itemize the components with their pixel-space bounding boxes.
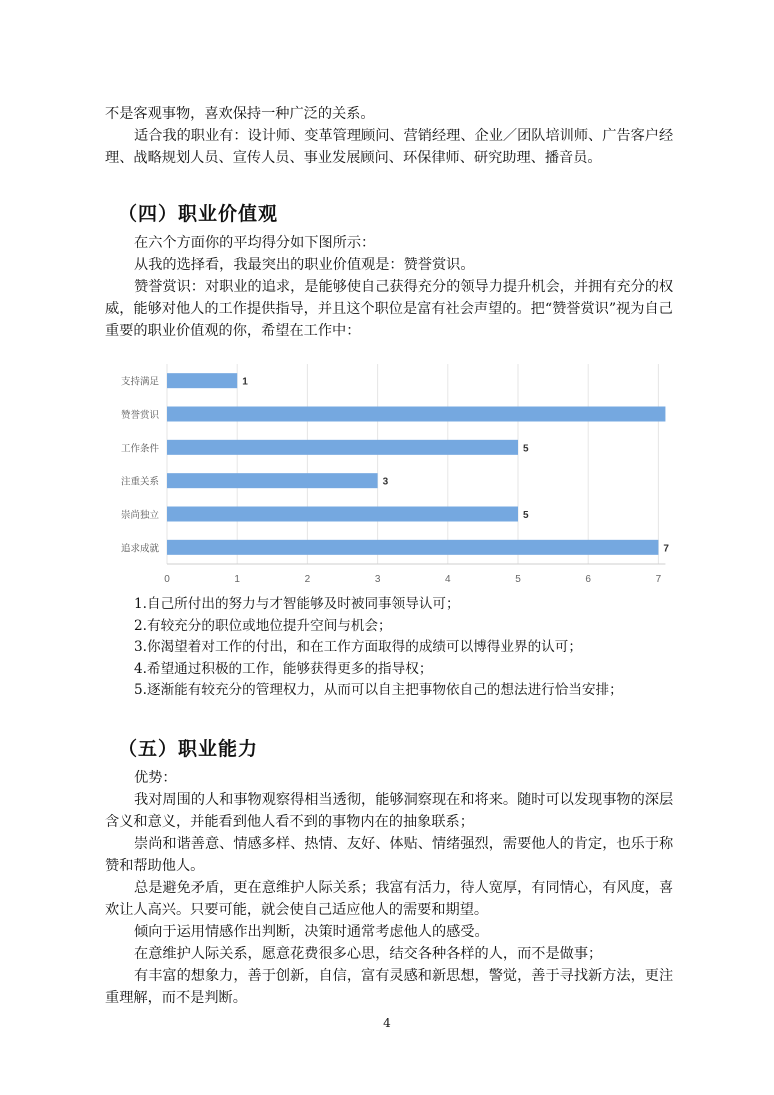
section-4-heading: （四）职业价值观: [118, 203, 279, 225]
section-5-heading: （五）职业能力: [118, 738, 259, 760]
category-label: 崇尚独立: [120, 510, 159, 521]
data-label: 7: [663, 543, 669, 555]
x-tick-label: 2: [304, 574, 311, 585]
bar-4: [167, 473, 378, 488]
x-tick-label: 5: [515, 574, 521, 585]
x-tick-label: 3: [374, 574, 381, 585]
paragraph-value-description: 赞誉赏识：对职业的追求，是能够使自己获得充分的领导力提升机会，并拥有充分的权威，能够对他人的工作提供指导，并且这个职位是富有社会声望的。把“赞誉赏识”视为自己重要的职业价值观的你，希望在工作中：: [105, 279, 674, 339]
x-tick-label: 6: [585, 574, 591, 585]
paragraph-strength-emotion: 倾向于运用情感作出判断，决策时通常考虑他人的感受。: [134, 924, 489, 940]
expectation-list: [134, 594, 694, 702]
paragraph-score-intro: 在六个方面你的平均得分如下图所示：: [134, 235, 376, 251]
bar-6: [167, 540, 658, 555]
category-label: 注重关系: [120, 476, 159, 488]
category-label: 支持满足: [120, 376, 159, 388]
page-number: 4: [383, 1016, 391, 1030]
bar-2: [167, 407, 665, 422]
x-tick-label: 0: [164, 574, 170, 585]
x-tick-label: 1: [234, 574, 240, 585]
career-values-bar-chart: [110, 356, 680, 588]
list-item: 3.你渴望着对工作的付出，和在工作方面取得的成绩可以博得业界的认可；: [134, 639, 582, 655]
x-tick-label: 4: [445, 574, 451, 585]
bar-3: [167, 440, 518, 455]
list-item: 4.希望通过积极的工作，能够获得更多的指导权；: [134, 660, 433, 677]
data-label: 5: [523, 510, 529, 521]
bar-5: [167, 507, 518, 522]
paragraph-strength-harmony: 崇尚和谐善意、情感多样、热情、友好、体贴、情绪强烈，需要他人的肯定，也乐于称赞和帮助他人。: [105, 836, 674, 874]
category-label: 工作条件: [120, 443, 159, 455]
list-item: 1.自己所付出的努力与才智能够及时被同事领导认可；: [134, 596, 460, 612]
paragraph-strength-relations: 总是避免矛盾，更在意维护人际关系；我富有活力，待人宽厚，有同情心，有风度，喜欢让人高兴。只要可能，就会使自己适应他人的需要和期望。: [105, 880, 674, 918]
paragraph-suitable-jobs: 适合我的职业有：设计师、变革管理顾问、营销经理、企业／团队培训师、广告客户经理、战略规划人员、宣传人员、事业发展顾问、环保律师、研究助理、播音员。: [105, 128, 674, 166]
data-label: 5: [523, 443, 529, 455]
data-label: 1: [242, 376, 248, 388]
list-item: 2.有较充分的职位或地位提升空间与机会；: [134, 617, 392, 634]
data-label: 3: [382, 476, 389, 488]
list-item: 5.逐渐能有较充分的管理权力，从而可以自主把事物依自己的想法进行恰当安排；: [134, 682, 623, 698]
paragraph-strength-socializing: 在意维护人际关系，愿意花费很多心思，结交各种各样的人，而不是做事；: [134, 946, 603, 962]
bar-1: [167, 373, 237, 388]
category-label: 赞誉赏识: [120, 410, 159, 421]
paragraph-top-value: 从我的选择看，我最突出的职业价值观是：赞誉赏识。: [134, 257, 475, 273]
x-tick-label: 7: [655, 574, 662, 585]
paragraph-strength-imagination: 有丰富的想象力，善于创新，自信，富有灵感和新思想，警觉，善于寻找新方法，更注重理解，而不是判断。: [105, 968, 674, 1006]
paragraph-strengths-label: 优势：: [134, 770, 177, 786]
paragraph-intro: 不是客观事物，喜欢保持一种广泛的关系。: [105, 106, 375, 122]
category-label: 追求成就: [120, 543, 159, 555]
paragraph-strength-observation: 我对周围的人和事物观察得相当透彻，能够洞察现在和将来。随时可以发现事物的深层含义和意义，并能看到他人看不到的事物内在的抽象联系；: [105, 792, 674, 830]
